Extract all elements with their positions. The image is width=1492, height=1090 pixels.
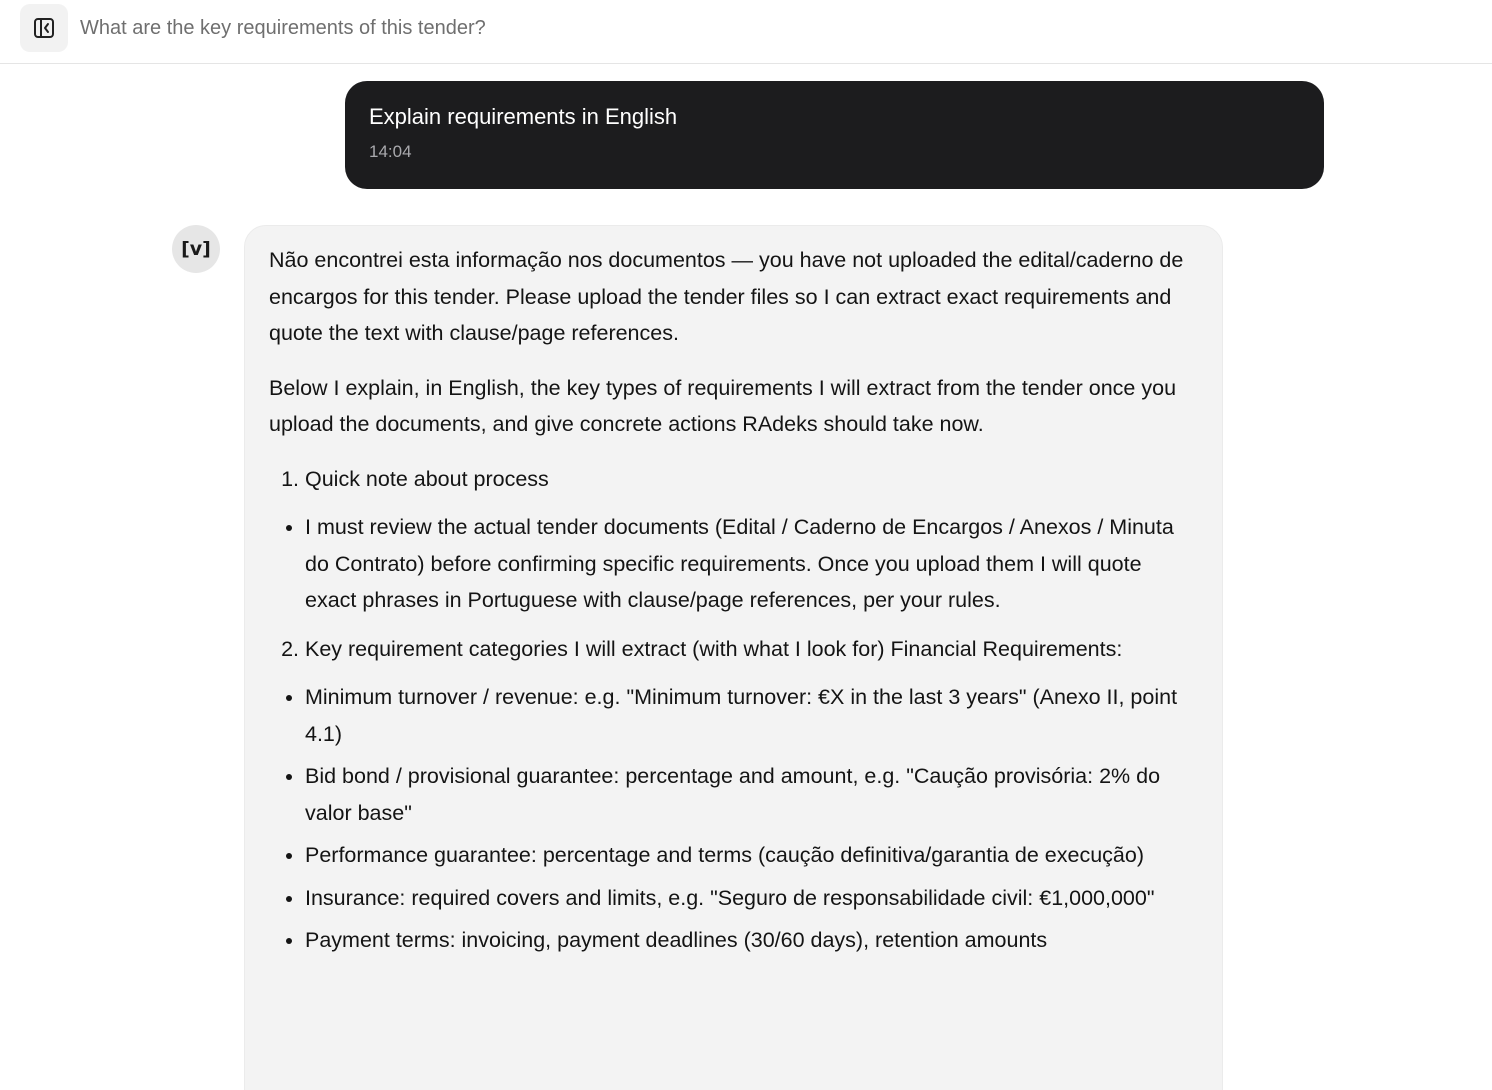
top-bar (0, 0, 1492, 64)
numbered-item: 1. Quick note about process (305, 461, 1198, 498)
user-message (345, 81, 1324, 189)
bullet-item: • Insurance: required covers and limits, e.g. "Seguro de responsabilidade civil: €1,000,000" (305, 880, 1198, 917)
sidebar-toggle-button[interactable] (20, 4, 68, 52)
bullet-item: • I must review the actual tender documents (Edital / Caderno de Encargos / Anexos / Minuta do Contrato) before confirming specific requirements. Once you upload them I will quote exact phrases in Portuguese with clause/page references, per your rules. (305, 509, 1198, 619)
assistant-avatar: [v] (172, 225, 220, 273)
user-message-time: 14:04 (369, 142, 412, 161)
conversation-title: What are the key requirements of this tender? (80, 17, 486, 39)
bullet-item: • Payment terms: invoicing, payment deadlines (30/60 days), retention amounts (305, 922, 1198, 959)
bullet-list (269, 679, 1198, 959)
user-message-text: Explain requirements in English (369, 104, 678, 129)
bullet-list (269, 509, 1198, 619)
bullet-item: • Minimum turnover / revenue: e.g. "Minimum turnover: €X in the last 3 years" (Anexo II, point 4.1) (305, 679, 1198, 752)
numbered-item: 2. Key requirement categories I will extract (with what I look for) Financial Requirements: (305, 631, 1198, 668)
assistant-paragraph: Não encontrei esta informação nos documentos — you have not uploaded the edital/caderno de encargos for this tender. Please upload the tender files so I can extract exact requirements and quote the text with clause/page references. (269, 248, 1184, 345)
assistant-paragraph: Below I explain, in English, the key types of requirements I will extract from the tender once you upload the documents, and give concrete actions RAdeks should take now. (269, 375, 1177, 436)
conversation-area[interactable] (0, 65, 1492, 1090)
numbered-list (269, 461, 1198, 498)
bullet-item: • Bid bond / provisional guarantee: percentage and amount, e.g. "Caução provisória: 2% do valor base" (305, 758, 1198, 831)
bullet-item: • Performance guarantee: percentage and terms (caução definitiva/garantia de execução) (305, 837, 1198, 874)
sidebar-toggle-icon (33, 17, 55, 39)
assistant-message (244, 225, 1223, 1090)
numbered-list (269, 631, 1198, 668)
